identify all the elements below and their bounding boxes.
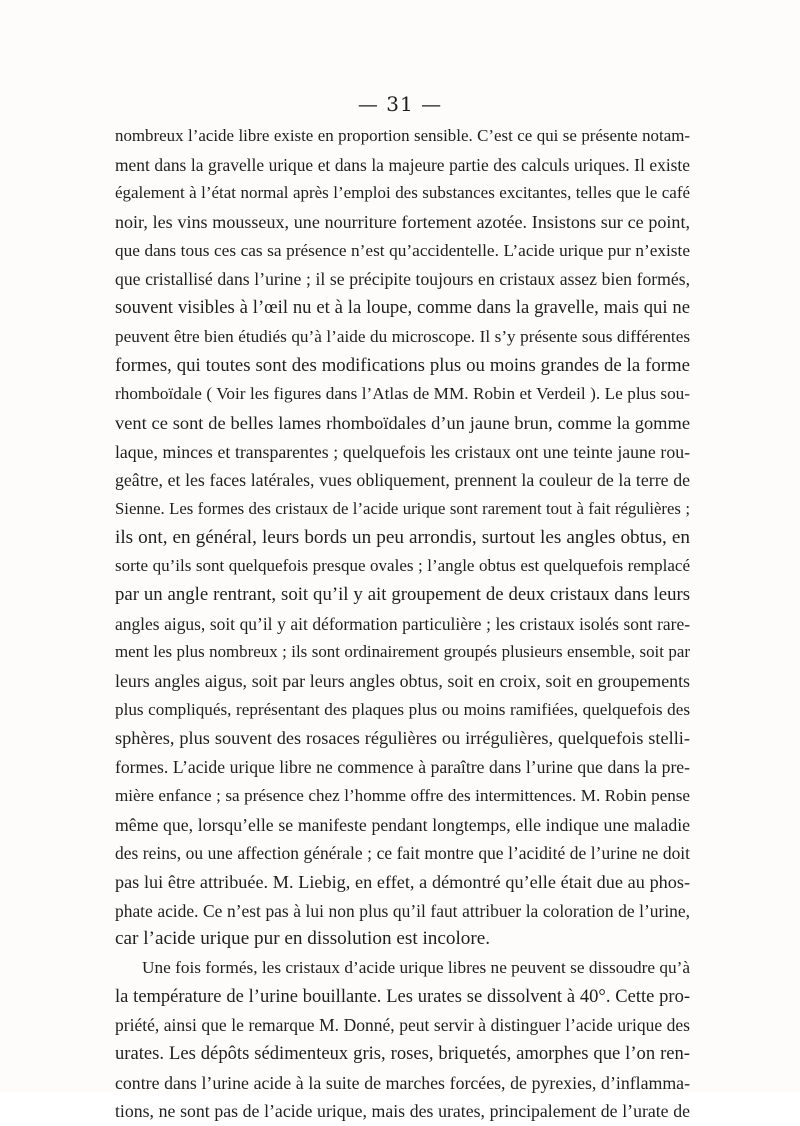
text-line: urates. Les dépôts sédimenteux gris, roses, briquetés, amorphes que l’on ren- [115, 1043, 690, 1064]
text-line: formes. L’acide urique libre ne commence à paraître dans l’urine que dans la pre- [115, 757, 690, 778]
text-line: souvent visibles à l’œil nu et à la loupe, comme dans la gravelle, mais qui ne [115, 297, 690, 319]
body-text [115, 122, 690, 1126]
text-line: que cristallisé dans l’urine ; il se précipite toujours en cristaux assez bien formés, [115, 269, 690, 290]
text-line: la température de l’urine bouillante. Les urates se dissolvent à 40°. Cette pro- [115, 986, 690, 1007]
text-line: laque, minces et transparentes ; quelquefois les cristaux ont une teinte jaune rou- [115, 441, 690, 462]
text-line: tions, ne sont pas de l’acide urique, mais des urates, principalement de l’urate de [115, 1101, 690, 1122]
text-line: également à l’état normal après l’emploi des substances excitantes, telles que le café [115, 183, 690, 203]
text-line: peuvent être bien étudiés qu’à l’aide du microscope. Il s’y présente sous différentes [115, 326, 690, 346]
text-line: nombreux l’acide libre existe en proportion sensible. C’est ce qui se présente notam- [115, 126, 690, 145]
text-line: que dans tous ces cas sa présence n’est qu’accidentelle. L’acide urique pur n’existe [115, 240, 690, 260]
text-line: par un angle rentrant, soit qu’il y ait groupement de deux cristaux dans leurs [115, 584, 690, 605]
text-line: phate acide. Ce n’est pas à lui non plus qu’il faut attribuer la coloration de l’urine, [115, 900, 690, 921]
text-line: formes, qui toutes sont des modifications plus ou moins grandes de la forme [115, 354, 690, 376]
text-line: Sienne. Les formes des cristaux de l’acide urique sont rarement tout à fait régulières ; [115, 498, 690, 518]
text-line: mière enfance ; sa présence chez l’homme offre des intermittences. M. Robin pense [115, 785, 690, 805]
paragraph-end-line: car l’acide urique pur en dissolution est incolore. [115, 928, 491, 950]
text-line: sphères, plus souvent des rosaces régulières ou irrégulières, quelquefois stelli- [115, 728, 690, 749]
text-line: angles aigus, soit qu’il y ait déformation particulière ; les cristaux isolés sont rare- [115, 613, 690, 634]
text-line: priété, ainsi que le remarque M. Donné, peut servir à distinguer l’acide urique des [115, 1015, 690, 1036]
text-line: noir, les vins mousseux, une nourriture fortement azotée. Insistons sur ce point, [115, 212, 690, 233]
text-line: rhomboïdale ( Voir les figures dans l’Atlas de MM. Robin et Verdeil ). Le plus sou- [115, 384, 690, 404]
text-line: ment les plus nombreux ; ils sont ordinairement groupés plusieurs ensemble, soit par [115, 642, 690, 662]
text-line: contre dans l’urine acide à la suite de marches forcées, de pyrexies, d’inflamma- [115, 1072, 690, 1093]
text-line: geâtre, et les faces latérales, vues obliquement, prennent la couleur de la terre de [115, 470, 690, 491]
text-line: même que, lorsqu’elle se manifeste pendant longtemps, elle indique une maladie [115, 814, 690, 835]
text-line: pas lui être attribuée. M. Liebig, en effet, a démontré qu’elle était due au phos- [115, 871, 690, 892]
text-line: leurs angles aigus, soit par leurs angles obtus, soit en croix, soit en groupements [115, 671, 690, 692]
text-line: vent ce sont de belles lames rhomboïdales d’un jaune brun, comme la gomme [115, 412, 690, 433]
text-line: sorte qu’ils sont quelquefois presque ovales ; l’angle obtus est quelquefois remplacé [115, 556, 690, 576]
text-line: des reins, ou une affection générale ; ce fait montre que l’acidité de l’urine ne doit [115, 843, 690, 864]
page-number: — 31 — [357, 92, 443, 116]
text-line: ment dans la gravelle urique et dans la majeure partie des calculs uriques. Il existe [115, 154, 690, 175]
paragraph-start-line: Une fois formés, les cristaux d’acide urique libres ne peuvent se dissoudre qu’à [142, 957, 691, 977]
text-line: ils ont, en général, leurs bords un peu arrondis, surtout les angles obtus, en [115, 526, 690, 548]
text-line: plus compliqués, représentant des plaques plus ou moins ramifiées, quelquefois des [115, 699, 690, 719]
